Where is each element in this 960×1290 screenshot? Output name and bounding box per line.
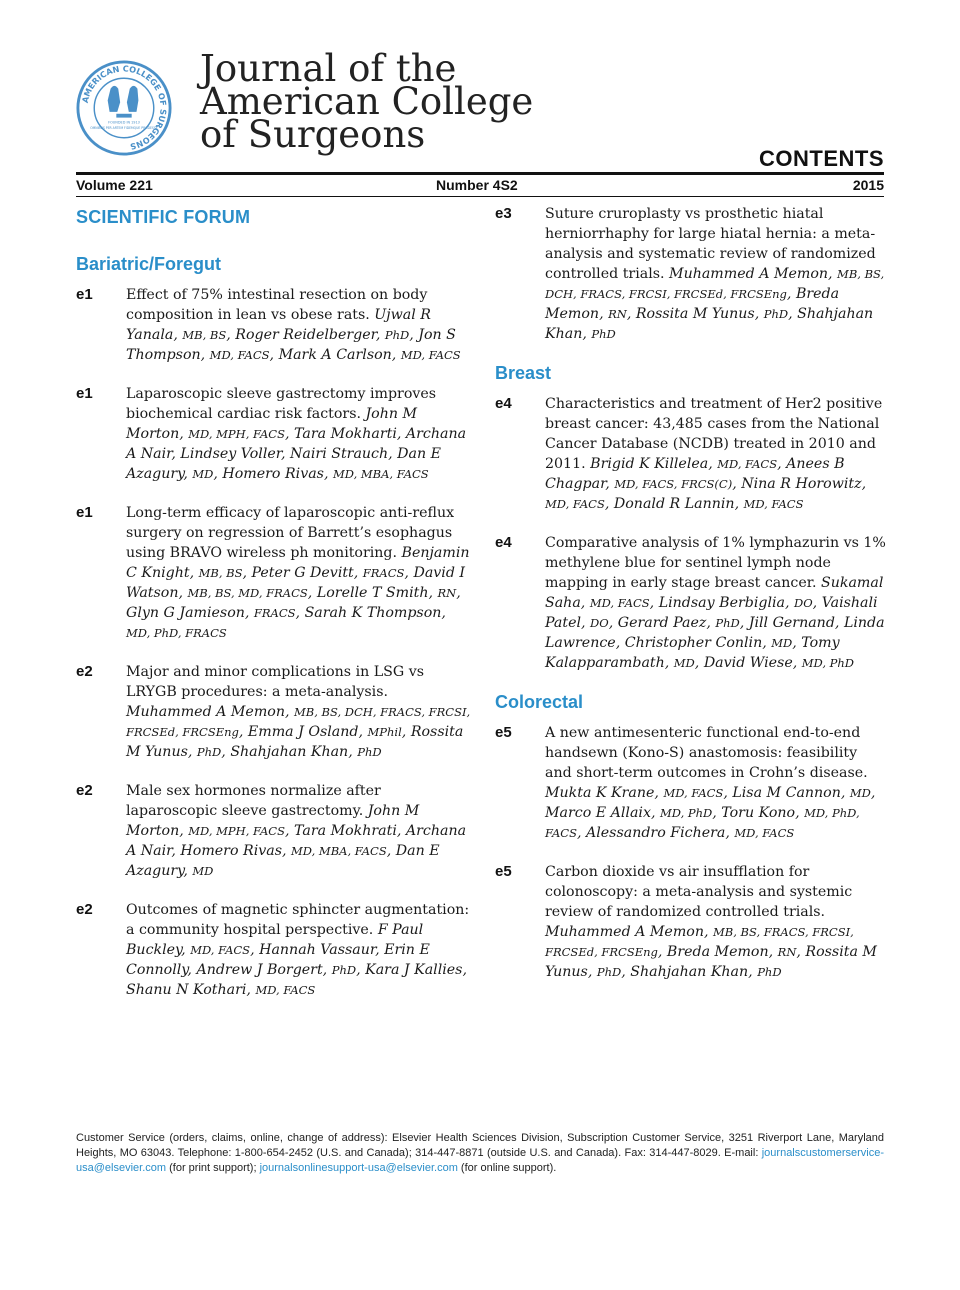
author-credentials: MD, FACS, FRCS(C)	[614, 477, 733, 491]
author-name: Anees B Chagpar	[545, 456, 845, 492]
article-body	[126, 781, 472, 881]
author-name: Muhammed A Memon	[545, 924, 704, 940]
issue-number-label: Number 4S2	[436, 177, 518, 193]
article-title[interactable]: Major and minor complications in LSG vs LRYGB procedures: a meta-analysis.	[126, 664, 425, 700]
seal-motto-text: OMNIBUS PER ARTEM FIDEMQUE PRODESSE	[90, 126, 158, 131]
author-name: Shahjahan Khan	[230, 744, 349, 760]
author-name: Hannah Vassaur	[259, 942, 376, 958]
author-credentials: RN	[437, 586, 457, 600]
article-entry[interactable]	[495, 723, 887, 843]
author-credentials: MD	[192, 864, 214, 878]
article-body	[545, 862, 887, 982]
author-credentials: DO	[794, 596, 813, 610]
author-name: Breda Memon	[545, 286, 840, 322]
author-credentials: MD, FACS	[734, 826, 795, 840]
author-name: Roger Reidelberger	[235, 327, 376, 343]
article-title[interactable]: Long-term efficacy of laparoscopic anti-reflux surgery on regression of Barrett’s esophagus using BRAVO wireless ph monitoring.	[126, 505, 455, 561]
author-credentials: MD, FACS	[717, 457, 778, 471]
author-credentials: MD, MPH, FACS	[188, 824, 285, 838]
journal-title-line: American College	[200, 80, 534, 123]
author-name: David I Watson	[126, 565, 466, 601]
journal-title-line: Journal of the	[200, 47, 457, 90]
page-reference: e2	[76, 901, 93, 918]
article-body	[126, 384, 472, 484]
volume-label: Volume 221	[76, 177, 153, 193]
author-name: Jill Gernand	[748, 615, 835, 631]
author-name: John M Morton	[126, 406, 418, 442]
author-name: Gerard Paez	[617, 615, 707, 631]
author-credentials: MD, PhD	[659, 806, 713, 820]
author-name: Emma J Osland	[247, 724, 359, 740]
year-label: 2015	[852, 177, 884, 193]
author-credentials: PhD	[357, 745, 382, 759]
seal-ring-text: AMERICAN COLLEGE OF SURGEONS	[79, 63, 169, 152]
article-entry[interactable]	[76, 662, 472, 762]
author-credentials: PhD	[757, 965, 782, 979]
page-reference: e5	[495, 724, 512, 741]
author-name: Muhammed A Memon	[669, 266, 829, 282]
article-authors: Mukta K Krane, MD, FACS, Lisa M Cannon, MD, Marco E Allaix, MD, PhD, Toru Kono, MD, PhD, FACS, Alessandro Fichera, MD, FACS	[545, 785, 876, 841]
article-body	[545, 723, 887, 843]
article-body	[126, 900, 472, 1000]
author-credentials: MD	[673, 656, 695, 670]
author-credentials: MD	[771, 636, 793, 650]
article-title[interactable]: Effect of 75% intestinal resection on body composition in lean vs obese rats.	[126, 287, 428, 323]
author-name: Benjamin C Knight	[126, 545, 470, 581]
online-support-email-link[interactable]: journalsonlinesupport-usa@elsevier.com	[259, 1162, 458, 1174]
author-name: Toru Kono	[721, 805, 796, 821]
author-name: Shahjahan Khan	[630, 964, 749, 980]
author-credentials: MB, BS, MD, FRACS	[187, 586, 308, 600]
author-credentials: MD, PhD, FACS	[545, 806, 860, 840]
article-title[interactable]: Suture cruroplasty vs prosthetic hiatal herniorrhaphy for large hiatal hernia: a meta-analysis and systematic review of randomized controlled trials.	[545, 206, 876, 282]
page-reference: e1	[76, 385, 93, 402]
author-name: Glyn G Jamieson	[126, 605, 245, 621]
article-authors: John M Morton, MD, MPH, FACS, Tara Mokharti, Archana A Nair, Lindsey Voller, Nairi Strauch, Dan E Azagury, MD, Homero Rivas, MD, MBA, FACS	[126, 406, 467, 482]
page-reference: e4	[495, 534, 512, 551]
author-name: Nina R Horowitz	[741, 476, 862, 492]
author-name: David Wiese	[703, 655, 793, 671]
page-reference: e2	[76, 782, 93, 799]
article-authors: Muhammed A Memon, MB, BS, FRACS, FRCSI, FRCSEd, FRCSEng, Breda Memon, RN, Rossita M Yunus, PhD, Shahjahan Khan, PhD	[545, 924, 877, 980]
article-authors: John M Morton, MD, MPH, FACS, Tara Mokhrati, Archana A Nair, Homero Rivas, MD, MBA, FACS, Dan E Azagury, MD	[126, 803, 467, 879]
author-name: Erin E Connolly	[126, 942, 430, 978]
article-body	[126, 285, 472, 365]
author-name: Mark A Carlson	[278, 347, 392, 363]
author-name: Tomy Kalapparambath	[545, 635, 840, 671]
author-name: Ujwal R Yanala	[126, 307, 431, 343]
author-name: Tara Mokharti	[294, 426, 397, 442]
author-name: Tara Mokhrati	[294, 823, 397, 839]
article-entry[interactable]	[76, 285, 472, 365]
article-title[interactable]: A new antimesenteric functional end-to-end handsewn (Kono-S) anastomosis: feasibility and short-term outcomes in Crohn’s disease.	[545, 725, 868, 781]
left-column	[76, 204, 472, 1019]
section-heading: Breast	[495, 363, 552, 383]
author-name: Mukta K Krane	[545, 785, 655, 801]
author-name: Marco E Allaix	[545, 805, 651, 821]
author-credentials: RN	[777, 945, 797, 959]
author-credentials: PhD	[384, 328, 410, 342]
author-name: Rossita M Yunus	[635, 306, 755, 322]
article-body	[545, 533, 887, 673]
author-credentials: FRACS	[362, 566, 405, 580]
author-credentials: PhD	[763, 307, 789, 321]
seal-founded-text: FOUNDED IN 1913	[108, 120, 140, 125]
author-credentials: MD, FACS	[255, 983, 316, 997]
article-title[interactable]: Male sex hormones normalize after laparoscopic sleeve gastrectomy.	[126, 783, 381, 819]
author-name: Kara J Kallies	[365, 962, 463, 978]
page-reference: e4	[495, 395, 512, 412]
issue-info-bar	[76, 177, 884, 195]
author-name: Lorelle T Smith	[316, 585, 429, 601]
right-column	[495, 204, 887, 1001]
author-name: Rossita M Yunus	[545, 944, 877, 980]
author-name: Sukamal Saha	[545, 575, 884, 611]
author-name: Muhammed A Memon	[126, 704, 285, 720]
contents-heading: CONTENTS	[759, 146, 884, 171]
author-credentials: MB, BS	[198, 566, 243, 580]
author-credentials: MD, FACS	[663, 786, 724, 800]
author-credentials: MPhil	[367, 725, 402, 739]
author-credentials: PhD	[596, 965, 622, 979]
author-name: Lisa M Cannon	[732, 785, 841, 801]
author-credentials: FRACS	[253, 606, 296, 620]
article-entry[interactable]	[495, 533, 887, 673]
author-name: Dan E Azagury	[126, 843, 440, 879]
author-name: Homero Rivas	[180, 843, 282, 859]
article-authors: Muhammed A Memon, MB, BS, DCH, FRACS, FRCSI, FRCSEd, FRCSEng, Emma J Osland, MPhil, Rossita M Yunus, PhD, Shahjahan Khan, PhD	[126, 704, 471, 760]
author-name: Archana A Nair	[126, 426, 467, 462]
article-entry[interactable]	[495, 204, 887, 344]
header-rule	[76, 172, 884, 175]
author-credentials: MD	[192, 467, 214, 481]
article-entry[interactable]	[76, 384, 472, 484]
article-authors: Benjamin C Knight, MB, BS, Peter G Devitt, FRACS, David I Watson, MB, BS, MD, FRACS, Lorelle T Smith, RN, Glyn G Jamieson, FRACS, Sarah K Thompson, MD, PhD, FRACS	[126, 545, 470, 640]
author-credentials: MB, BS, FRACS, FRCSI, FRCSEd, FRCSEng	[545, 925, 854, 959]
issue-rule	[76, 196, 884, 197]
footer-text: (for print support);	[166, 1162, 260, 1174]
author-credentials: MD, PhD	[801, 656, 855, 670]
author-credentials: MD, FACS	[545, 497, 605, 511]
article-entry[interactable]	[76, 900, 472, 1000]
article-body	[545, 394, 887, 514]
article-entry[interactable]	[495, 394, 887, 514]
article-entry[interactable]	[76, 781, 472, 881]
author-credentials: RN	[608, 307, 627, 321]
author-name: Archana A Nair	[126, 823, 467, 859]
author-credentials: PhD	[196, 745, 222, 759]
svg-text:AMERICAN COLLEGE OF SURGEONS	[80, 63, 169, 152]
article-body	[545, 204, 887, 344]
author-credentials: PhD	[715, 616, 740, 630]
author-name: Jon S Thompson	[126, 327, 456, 363]
author-credentials: MB, BS	[182, 328, 227, 342]
article-title[interactable]: Outcomes of magnetic sphincter augmentation: a community hospital perspective.	[126, 902, 470, 938]
author-name: Lindsay Berbiglia	[658, 595, 785, 611]
page-reference: e1	[76, 504, 93, 521]
journal-title-line: of Surgeons	[200, 113, 426, 156]
author-credentials: MD, FACS	[190, 943, 251, 957]
article-title[interactable]: Carbon dioxide vs air insufflation for colonoscopy: a meta-analysis and systemic review of randomized controlled trials.	[545, 864, 853, 920]
author-name: F Paul Buckley	[126, 922, 424, 958]
author-name: Rossita M Yunus	[126, 724, 464, 760]
author-credentials: MB, BS, DCH, FRACS, FRCSI, FRCSEd, FRCSEng	[126, 705, 471, 739]
author-credentials: PhD	[591, 327, 616, 341]
author-name: Nairi Strauch	[290, 446, 389, 462]
article-title[interactable]: Comparative analysis of 1% lymphazurin vs 1% methylene blue for sentinel lymph node mapping in early stage breast cancer.	[545, 535, 886, 591]
author-credentials: MD, MBA, FACS	[332, 467, 429, 481]
author-name: Homero Rivas	[222, 466, 324, 482]
author-credentials: MD, PhD, FRACS	[126, 626, 227, 640]
author-name: Shahjahan Khan	[545, 306, 874, 342]
article-authors: Ujwal R Yanala, MB, BS, Roger Reidelberger, PhD, Jon S Thompson, MD, FACS, Mark A Carlson, MD, FACS	[126, 307, 461, 363]
author-name: Christopher Conlin	[624, 635, 763, 651]
author-name: Breda Memon	[666, 944, 769, 960]
author-credentials: MD, FACS	[209, 348, 270, 362]
article-authors: Sukamal Saha, MD, FACS, Lindsay Berbiglia, DO, Vaishali Patel, DO, Gerard Paez, PhD, Jill Gernand, Linda Lawrence, Christopher Conlin, MD, Tomy Kalapparambath, MD, David Wiese, MD, PhD	[545, 575, 885, 671]
footer-text: (for online support).	[457, 1162, 557, 1174]
author-name: Alessandro Fichera	[586, 825, 726, 841]
acs-seal-logo	[76, 58, 172, 158]
author-credentials: DO	[590, 616, 609, 630]
author-name: Dan E Azagury	[126, 446, 442, 482]
author-credentials: MD, FACS	[743, 497, 804, 511]
article-authors: F Paul Buckley, MD, FACS, Hannah Vassaur, Erin E Connolly, Andrew J Borgert, PhD, Kara J Kallies, Shanu N Kothari, MD, FACS	[126, 922, 467, 998]
section-heading: Colorectal	[495, 692, 584, 712]
author-name: Peter G Devitt	[251, 565, 354, 581]
article-title[interactable]: Characteristics and treatment of Her2 positive breast cancer: 43,485 cases from the National Cancer Database (NCDB) treated in 2010 and 2011.	[545, 396, 883, 472]
article-entry[interactable]	[495, 862, 887, 982]
author-credentials: MD, MBA, FACS	[291, 844, 387, 858]
article-entry[interactable]	[76, 503, 472, 643]
author-name: Donald R Lannin	[613, 496, 735, 512]
author-name: Brigid K Killelea	[590, 456, 709, 472]
author-name: Andrew J Borgert	[196, 962, 323, 978]
author-credentials: MD, MPH, FACS	[188, 427, 285, 441]
author-name: Vaishali Patel	[545, 595, 878, 631]
author-credentials: MD	[849, 786, 871, 800]
customer-service-footer	[76, 1131, 884, 1176]
author-name: Lindsey Voller	[180, 446, 281, 462]
article-authors: Muhammed A Memon, MB, BS, DCH, FRACS, FRCSI, FRCSEd, FRCSEng, Breda Memon, RN, Rossita M Yunus, PhD, Shahjahan Khan, PhD	[545, 266, 885, 342]
page-reference: e2	[76, 663, 93, 680]
article-title[interactable]: Laparoscopic sleeve gastrectomy improves biochemical cardiac risk factors.	[126, 386, 437, 422]
footer-text: Customer Service (orders, claims, online, change of address): Elsevier Health Sciences Division, Subscription Customer Service, 3251 Riverport Lane, Maryland Heights, MO 63043. Telephone: 1-800-654-2452 (U.S. and Canada); 314-447-8871 (outside U.S. and Canada). Fax: 314-447-8029. E-mail:	[76, 1132, 884, 1159]
article-body	[126, 503, 472, 643]
page-reference: e5	[495, 863, 512, 880]
article-authors: Brigid K Killelea, MD, FACS, Anees B Chagpar, MD, FACS, FRCS(C), Nina R Horowitz, MD, FACS, Donald R Lannin, MD, FACS	[545, 456, 867, 512]
author-name: Linda Lawrence	[545, 615, 885, 651]
author-name: Sarah K Thompson	[304, 605, 442, 621]
page-reference: e1	[76, 286, 93, 303]
author-name: John M Morton	[126, 803, 420, 839]
page-reference: e3	[495, 205, 512, 222]
author-credentials: MD, FACS	[400, 348, 461, 362]
print-support-email-link[interactable]: journalscustomerservice-usa@elsevier.com	[76, 1147, 884, 1174]
author-name: Shanu N Kothari	[126, 982, 247, 998]
author-credentials: MD, FACS	[589, 596, 650, 610]
article-body	[126, 662, 472, 762]
scientific-forum-heading: SCIENTIFIC FORUM	[76, 207, 251, 227]
section-heading: Bariatric/Foregut	[76, 254, 222, 274]
author-credentials: PhD	[331, 963, 357, 977]
journal-title	[200, 47, 534, 156]
author-credentials: MB, BS, DCH, FRACS, FRCSI, FRCSEd, FRCSEng	[545, 267, 885, 301]
